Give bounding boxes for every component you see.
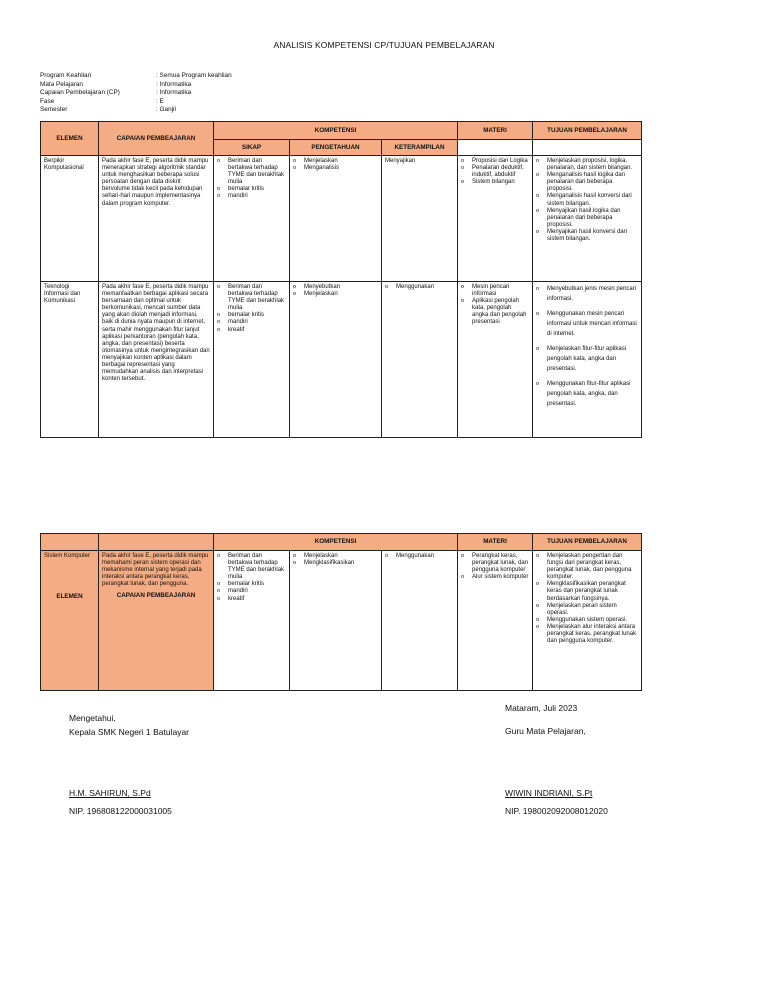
list-item: o Menggunakan sistem operasi. <box>536 617 638 624</box>
cell-sikap <box>214 551 290 691</box>
list-item: o Menjelaskan pengertian dan fungsi dari perangkat keras, perangkat lunak, dan pengguna komputer. <box>536 553 638 581</box>
list-item: o Mengklasifikasikan perangkat keras dan perangkat lunak berdasarkan fungsinya. <box>536 581 638 602</box>
place-date: Mataram, Juli 2023 <box>505 703 578 713</box>
cell-capaian <box>99 551 214 691</box>
header-tujuan: TUJUAN PEMBELAJARAN <box>533 534 642 551</box>
list-item: o bernalar kritis <box>217 581 286 588</box>
principal-role: Kepala SMK Negeri 1 Batulayar <box>69 727 190 737</box>
meta-row <box>40 72 232 81</box>
empty-cell <box>41 534 99 551</box>
list-item: o Penalaran deduktif, induktif, abduktif <box>461 165 529 179</box>
list-item: o Mengklasifikasikan <box>293 560 378 567</box>
list-item: o Menggunakan mesin pencari informasi untuk mencari informasi di internet. <box>536 309 638 339</box>
table-row <box>41 551 642 691</box>
header-capaian: CAPAIAN PEMBEAJARAN <box>99 122 214 156</box>
cell-sikap <box>214 156 290 282</box>
meta-value: : Informatika <box>156 89 192 97</box>
list-item: o Mesin pencari informasi <box>461 284 529 298</box>
header-materi: MATERI <box>458 534 533 551</box>
list-item: o Menganalisis hasil logika dan penalaran dari beberapa proposisi. <box>536 172 638 193</box>
principal-nip: NIP. 196808122000031005 <box>69 806 172 816</box>
meta-value: : Semua Program keahlian <box>156 72 232 79</box>
list-item: o bernalar kritis <box>217 312 286 319</box>
cell-sikap <box>214 282 290 438</box>
cell-pengetahuan <box>290 282 382 438</box>
list-item: o Beriman dan bertakwa terhadap TYME dan berakhlak mulia <box>217 284 286 312</box>
empty-cell <box>99 534 214 551</box>
list-item: o Menyebutkan <box>293 284 378 291</box>
principal-name: H.M. SAHIRUN, S.Pd <box>69 788 151 798</box>
cell-capaian: Pada akhir fase E, peserta didik mampu memanfaatkan berbagai aplikasi secara bersamaan dan optimal untuk berkomunikasi, mencari sumber data yang akan diolah menjadi informasi, baik di dunia nyata maupun di internet, serta mahir menggunakan fitur lanjut aplikasi perkantoran (pengolah kata, angka, dan presentasi) beserta otomasinya untuk mengintegrasikan dan menyajikan konten aplikasi dalam berbagai representasi yang memudahkan analisis dan interpretasi konten tersebut. <box>99 282 214 438</box>
list-item: o Beriman dan bertakwa terhadap TYME dan berakhlak mulia <box>217 158 286 186</box>
meta-label: Mata Pelajaran <box>40 80 83 88</box>
competency-table <box>40 121 642 438</box>
list-item: o Menjelaskan alur interaksi antara perangkat keras, perangkat lunak dan pengguna komputer. <box>536 624 638 645</box>
cell-elemen: Teknologi Informasi dan Komunikasi <box>41 282 99 438</box>
list-item: o mandiri <box>217 319 286 326</box>
competency-table <box>40 533 642 691</box>
list-item: o Menyebutkan jenis mesin pencari informasi. <box>536 284 638 304</box>
meta-value: : Informatika <box>156 80 192 88</box>
header-sikap: SIKAP <box>214 140 290 156</box>
list-item: o Beriman dan bertakwa terhadap TYME dan berakhlak mulia <box>217 553 286 581</box>
meta-label: Fase <box>40 97 55 105</box>
list-item: o kreatif <box>217 327 286 334</box>
cell-pengetahuan <box>290 551 382 691</box>
list-item: o Menjelaskan <box>293 553 378 560</box>
meta-label: Semester <box>40 106 68 114</box>
header-pengetahuan: PENGETAHUAN <box>290 140 382 156</box>
list-item: o Menjelaskan fitur-fitur aplikasi pengolah kata, angka dan presentasi. <box>536 344 638 374</box>
cell-elemen: Berpikir Komputasional <box>41 156 99 282</box>
meta-value: : Ganjil <box>156 106 176 114</box>
list-item: o Menganalisis hasil konversi dari sistem bilangan. <box>536 193 638 207</box>
list-item: o mandiri <box>217 193 286 200</box>
cell-capaian: Pada akhir fase E, peserta didik mampu menerapkan strategi algoritmik standar untuk menghasilkan beberapa solusi persoalan dengan data diskrit bervolume tidak kecil pada kehidupan sehari-hari maupun implementasinya dalam program komputer. <box>99 156 214 282</box>
empty-cell <box>533 140 642 156</box>
list-item: o Menggunakan <box>385 553 454 560</box>
list-item: o Menjelaskan <box>293 158 378 165</box>
cell-elemen <box>41 551 99 691</box>
meta-block <box>40 72 232 115</box>
list-item: o Menjelaskan <box>293 291 378 298</box>
cell-materi <box>458 156 533 282</box>
list-item: o Menyajikan hasil logika dan penalaran dari beberapa proposisi. <box>536 208 638 229</box>
header-elemen: ELEMEN <box>56 593 83 601</box>
cell-materi <box>458 551 533 691</box>
meta-row <box>40 98 232 107</box>
list-item: o Menganalisis <box>293 165 378 172</box>
list-item: o Menjelaskan peran sistem operasi. <box>536 603 638 617</box>
table-row <box>41 282 642 438</box>
list-item: o Aplikasi pengolah kata, pengolah angka dan pengolah presentasi <box>461 298 529 326</box>
signature-left <box>69 711 189 739</box>
cell-keterampilan <box>382 551 458 691</box>
teacher-name: WIWIN INDRIANI, S.Pt <box>505 788 593 798</box>
cell-tujuan <box>533 551 642 691</box>
elemen-value: Sistem Komputer <box>44 553 91 559</box>
meta-label: Capaian Pembelajaran (CP) <box>40 89 120 97</box>
meta-value: : E <box>156 97 164 105</box>
header-capaian: CAPAIAN PEMBEAJARAN <box>116 592 196 600</box>
header-elemen: ELEMEN <box>41 122 99 156</box>
list-item: o kreatif <box>217 596 286 603</box>
list-item: o Menjelaskan proposisi, logika, penalaran, dan sistem bilangan. <box>536 158 638 172</box>
meta-row <box>40 106 232 115</box>
list-item: o Proposisi dan Logika <box>461 158 529 165</box>
meta-row <box>40 89 232 98</box>
list-item: o Menggunakan fitur-fitur aplikasi pengolah kata, angka, dan presentasi. <box>536 379 638 409</box>
teacher-role: Guru Mata Pelajaran, <box>505 726 586 736</box>
teacher-nip: NIP. 198002092008012020 <box>505 806 608 816</box>
header-kompetensi: KOMPETENSI <box>214 122 458 140</box>
cell-tujuan <box>533 282 642 438</box>
list-item: o mandiri <box>217 588 286 595</box>
list-item: o Menyajikan hasil konversi dari sistem bilangan. <box>536 229 638 243</box>
list-item: o Sistem bilangan <box>461 179 529 186</box>
header-tujuan: TUJUAN PEMBELAJARAN <box>533 122 642 140</box>
header-keterampilan: KETERAMPILAN <box>382 140 458 156</box>
document-title: ANALISIS KOMPETENSI CP/TUJUAN PEMBELAJARAN <box>273 40 495 50</box>
cell-materi <box>458 282 533 438</box>
cell-keterampilan <box>382 282 458 438</box>
cell-tujuan <box>533 156 642 282</box>
list-item: o Perangkat keras, perangkat lunak, dan pengguna komputer <box>461 553 529 574</box>
list-item: o Alur sistem komputer <box>461 574 529 581</box>
meta-label: Program Keahlian <box>40 72 92 79</box>
cell-keterampilan: Menyajikan <box>382 156 458 282</box>
empty-cell <box>458 140 533 156</box>
acknowledge-label: Mengetahui, <box>69 713 116 723</box>
table-row <box>41 156 642 282</box>
header-kompetensi: KOMPETENSI <box>214 534 458 551</box>
capaian-value: Pada akhir fase E, peserta didik mampu memahami peran sistem operasi dan mekanisme internal yang terjadi pada interaksi antara perangkat keras, perangkat lunak, dan pengguna. <box>102 553 209 588</box>
cell-pengetahuan <box>290 156 382 282</box>
header-materi: MATERI <box>458 122 533 140</box>
list-item: o Menggunakan <box>385 284 454 291</box>
meta-row <box>40 81 232 90</box>
list-item: o bernalar kritis <box>217 186 286 193</box>
